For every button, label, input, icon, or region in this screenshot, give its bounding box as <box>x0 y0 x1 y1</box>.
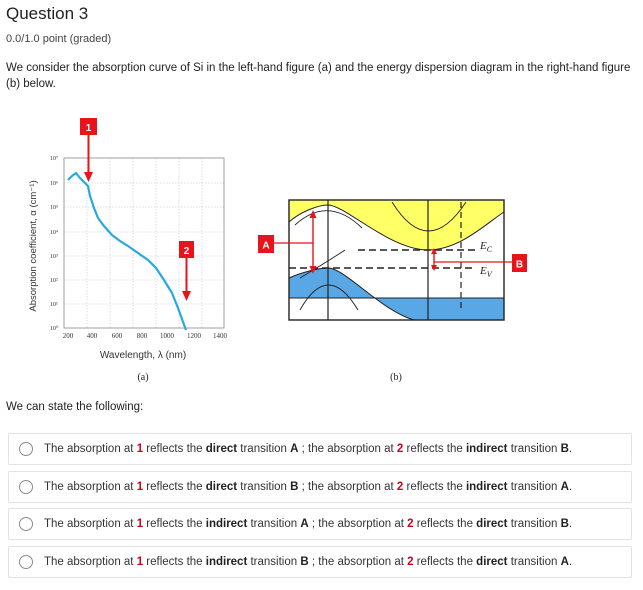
conduction-band <box>289 200 504 250</box>
option-label: The absorption at 1 reflects the indirect transition A ; the absorption at 2 reflects the direct transition B. <box>44 518 573 530</box>
plot-frame <box>64 158 224 328</box>
y-tick: 10⁵ <box>50 205 59 211</box>
x-tick: 600 <box>111 332 123 340</box>
answer-option[interactable] <box>8 546 632 578</box>
valence-band <box>289 268 504 320</box>
marker-b-label: B <box>515 259 524 271</box>
option-label: The absorption at 1 reflects the direct transition A ; the absorption at 2 reflects the indirect transition B. <box>44 443 573 455</box>
caption-a: (a) <box>137 372 149 383</box>
x-tick: 1000 <box>160 332 174 340</box>
option-label: The absorption at 1 reflects the direct transition B ; the absorption at 2 reflects the indirect transition A. <box>44 481 573 493</box>
marker-1-label: 1 <box>85 123 92 134</box>
option-label: The absorption at 1 reflects the indirect transition B ; the absorption at 2 reflects the direct transition A. <box>44 556 573 568</box>
y-tick: 10⁰ <box>50 326 59 332</box>
x-tick: 800 <box>136 332 148 340</box>
radio-button[interactable] <box>19 517 33 531</box>
ec-label: $E_C$ <box>480 240 493 254</box>
x-axis-label: Wavelength, λ (nm) <box>99 350 187 361</box>
y-tick: 10³ <box>50 254 58 260</box>
marker-2-label: 2 <box>183 246 190 257</box>
x-tick: 1200 <box>187 332 201 340</box>
y-tick: 10⁷ <box>50 156 59 162</box>
y-tick: 10⁶ <box>50 181 59 187</box>
y-axis-label: Absorption coefficient, α (cm⁻¹) <box>28 180 39 312</box>
question-title: Question 3 <box>6 4 89 23</box>
y-tick: 10² <box>50 278 58 284</box>
x-tick-labels <box>63 332 228 340</box>
question-stem: We can state the following: <box>6 401 144 413</box>
y-tick-labels <box>50 156 59 332</box>
answer-option[interactable] <box>8 433 632 465</box>
question-text: We consider the absorption curve of Si in the left-hand figure (a) and the energy dispersion diagram in the right-hand figure (b) below. <box>6 62 631 90</box>
x-tick: 1400 <box>213 332 227 340</box>
answer-option[interactable] <box>8 508 632 540</box>
y-tick: 10¹ <box>50 302 58 308</box>
absorption-chart <box>28 118 228 383</box>
x-tick: 200 <box>62 332 74 340</box>
radio-button[interactable] <box>19 442 33 456</box>
marker-a-label: A <box>262 240 270 252</box>
x-tick: 400 <box>86 332 98 340</box>
answer-option[interactable] <box>8 471 632 503</box>
radio-button[interactable] <box>19 555 33 569</box>
radio-button[interactable] <box>19 480 33 494</box>
y-tick: 10⁴ <box>50 230 59 236</box>
ev-label: $E_V$ <box>480 265 492 279</box>
figure <box>0 110 643 390</box>
caption-b: (b) <box>390 372 402 383</box>
energy-diagram <box>258 200 527 383</box>
question-points: 0.0/1.0 point (graded) <box>6 33 112 45</box>
